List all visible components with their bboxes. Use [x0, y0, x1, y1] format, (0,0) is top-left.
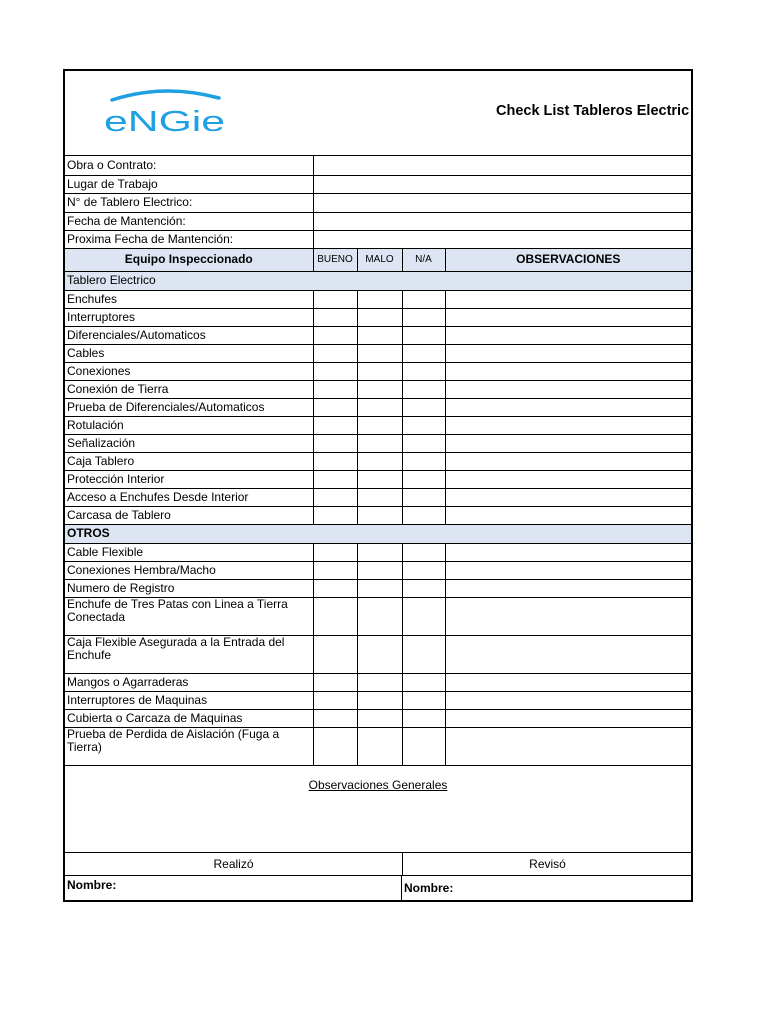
info-row: [65, 193, 691, 212]
checklist-item-row: [65, 727, 691, 765]
na-check-cell[interactable]: [402, 709, 445, 727]
observation-cell[interactable]: [445, 434, 691, 452]
bueno-check-cell[interactable]: [313, 434, 357, 452]
item-label: Señalización: [65, 434, 313, 452]
na-check-cell[interactable]: [402, 362, 445, 380]
na-check-cell[interactable]: [402, 326, 445, 344]
checklist-item-row: [65, 673, 691, 691]
na-check-cell[interactable]: [402, 635, 445, 673]
item-label: Conexiones Hembra/Macho: [65, 561, 313, 579]
bueno-check-cell[interactable]: [313, 452, 357, 470]
observation-cell[interactable]: [445, 344, 691, 362]
observation-cell[interactable]: [445, 380, 691, 398]
na-check-cell[interactable]: [402, 434, 445, 452]
na-check-cell[interactable]: [402, 470, 445, 488]
checklist-table: [65, 156, 691, 766]
checklist-item-row: [65, 434, 691, 452]
bueno-check-cell[interactable]: [313, 691, 357, 709]
section-title: Tablero Electrico: [65, 271, 691, 290]
info-row: [65, 212, 691, 230]
malo-check-cell[interactable]: [357, 398, 402, 416]
malo-check-cell[interactable]: [357, 344, 402, 362]
na-check-cell[interactable]: [402, 308, 445, 326]
section-header-row: [65, 524, 691, 543]
bueno-check-cell[interactable]: [313, 470, 357, 488]
checklist-item-row: [65, 635, 691, 673]
bueno-check-cell[interactable]: [313, 597, 357, 635]
info-value-field[interactable]: [313, 156, 691, 175]
document-title: Check List Tableros Electric: [496, 103, 690, 119]
svg-text:eNGie: eNGie: [104, 106, 225, 135]
checklist-item-row: [65, 506, 691, 524]
na-check-cell[interactable]: [402, 597, 445, 635]
na-check-cell[interactable]: [402, 488, 445, 506]
checklist-item-row: [65, 416, 691, 434]
bueno-check-cell[interactable]: [313, 727, 357, 765]
info-row: [65, 156, 691, 175]
checklist-item-row: [65, 326, 691, 344]
col-header-item: Equipo Inspeccionado: [65, 248, 313, 271]
malo-check-cell[interactable]: [357, 416, 402, 434]
na-check-cell[interactable]: [402, 579, 445, 597]
bueno-check-cell[interactable]: [313, 673, 357, 691]
info-value-field[interactable]: [313, 230, 691, 248]
observation-cell[interactable]: [445, 470, 691, 488]
na-check-cell[interactable]: [402, 290, 445, 308]
info-value-field[interactable]: [313, 175, 691, 193]
reviewed-by-label: Revisó: [529, 856, 566, 871]
na-check-cell[interactable]: [402, 506, 445, 524]
item-label: Enchufe de Tres Patas con Linea a Tierra Conectada: [65, 597, 313, 635]
col-header-malo: MALO: [357, 248, 402, 271]
checklist-item-row: [65, 488, 691, 506]
malo-check-cell[interactable]: [357, 434, 402, 452]
item-label: Cubierta o Carcaza de Maquinas: [65, 709, 313, 727]
item-label: Acceso a Enchufes Desde Interior: [65, 488, 313, 506]
na-check-cell[interactable]: [402, 727, 445, 765]
bueno-check-cell[interactable]: [313, 344, 357, 362]
observation-cell[interactable]: [445, 597, 691, 635]
na-check-cell[interactable]: [402, 691, 445, 709]
made-by-name-field[interactable]: Nombre:: [65, 876, 402, 900]
checklist-item-row: [65, 470, 691, 488]
na-check-cell[interactable]: [402, 673, 445, 691]
col-header-bueno: BUENO: [313, 248, 357, 271]
malo-check-cell[interactable]: [357, 597, 402, 635]
na-check-cell[interactable]: [402, 416, 445, 434]
observation-cell[interactable]: [445, 488, 691, 506]
col-header-observaciones: OBSERVACIONES: [445, 248, 691, 271]
na-check-cell[interactable]: [402, 561, 445, 579]
observation-cell[interactable]: [445, 673, 691, 691]
column-header-row: [65, 248, 691, 271]
signature-name-row: [65, 876, 691, 900]
info-label: Lugar de Trabajo: [65, 175, 313, 193]
malo-check-cell[interactable]: [357, 326, 402, 344]
malo-check-cell[interactable]: [357, 635, 402, 673]
malo-check-cell[interactable]: [357, 506, 402, 524]
made-by-label: Realizó: [65, 853, 403, 875]
bueno-check-cell[interactable]: [313, 362, 357, 380]
observation-cell[interactable]: [445, 691, 691, 709]
malo-check-cell[interactable]: [357, 488, 402, 506]
item-label: Numero de Registro: [65, 579, 313, 597]
observation-cell[interactable]: [445, 416, 691, 434]
item-label: Diferenciales/Automaticos: [65, 326, 313, 344]
observation-cell[interactable]: [445, 506, 691, 524]
info-label: Obra o Contrato:: [65, 156, 313, 175]
checklist-item-row: [65, 691, 691, 709]
checklist-item-row: [65, 597, 691, 635]
checklist-item-row: [65, 709, 691, 727]
item-label: Protección Interior: [65, 470, 313, 488]
bueno-check-cell[interactable]: [313, 290, 357, 308]
observation-cell[interactable]: [445, 727, 691, 765]
general-observations-label: Observaciones Generales: [308, 777, 448, 792]
checklist-item-row: [65, 579, 691, 597]
observation-cell[interactable]: [445, 362, 691, 380]
malo-check-cell[interactable]: [357, 691, 402, 709]
col-header-na: N/A: [402, 248, 445, 271]
malo-check-cell[interactable]: [357, 673, 402, 691]
bueno-check-cell[interactable]: [313, 579, 357, 597]
engie-logo: [102, 85, 227, 135]
observation-cell[interactable]: [445, 290, 691, 308]
info-label: Proxima Fecha de Mantención:: [65, 230, 313, 248]
info-row: [65, 230, 691, 248]
info-value-field[interactable]: [313, 193, 691, 212]
observation-cell[interactable]: [445, 452, 691, 470]
bueno-check-cell[interactable]: [313, 488, 357, 506]
observation-cell[interactable]: [445, 561, 691, 579]
item-label: Conexiones: [65, 362, 313, 380]
bueno-check-cell[interactable]: [313, 416, 357, 434]
bueno-check-cell[interactable]: [313, 543, 357, 561]
bueno-check-cell[interactable]: [313, 635, 357, 673]
item-label: Interruptores de Maquinas: [65, 691, 313, 709]
malo-check-cell[interactable]: [357, 380, 402, 398]
malo-check-cell[interactable]: [357, 543, 402, 561]
item-label: Cables: [65, 344, 313, 362]
item-label: Prueba de Diferenciales/Automaticos: [65, 398, 313, 416]
item-label: Prueba de Perdida de Aislación (Fuga a Tierra): [65, 727, 313, 765]
item-label: Mangos o Agarraderas: [65, 673, 313, 691]
document-header: [65, 71, 691, 156]
malo-check-cell[interactable]: [357, 561, 402, 579]
na-check-cell[interactable]: [402, 344, 445, 362]
item-label: Caja Flexible Asegurada a la Entrada del Enchufe: [65, 635, 313, 673]
observation-cell[interactable]: [445, 543, 691, 561]
checklist-item-row: [65, 543, 691, 561]
checklist-item-row: [65, 452, 691, 470]
malo-check-cell[interactable]: [357, 452, 402, 470]
bueno-check-cell[interactable]: [313, 506, 357, 524]
item-label: Enchufes: [65, 290, 313, 308]
reviewed-by-name-field[interactable]: Nombre:: [404, 880, 454, 895]
malo-check-cell[interactable]: [357, 709, 402, 727]
item-label: Interruptores: [65, 308, 313, 326]
observation-cell[interactable]: [445, 326, 691, 344]
observation-cell[interactable]: [445, 579, 691, 597]
checklist-item-row: [65, 561, 691, 579]
observation-cell[interactable]: [445, 635, 691, 673]
info-row: [65, 175, 691, 193]
info-value-field[interactable]: [313, 212, 691, 230]
checklist-item-row: [65, 344, 691, 362]
item-label: Cable Flexible: [65, 543, 313, 561]
bueno-check-cell[interactable]: [313, 398, 357, 416]
observation-cell[interactable]: [445, 308, 691, 326]
bueno-check-cell[interactable]: [313, 380, 357, 398]
item-label: Rotulación: [65, 416, 313, 434]
observation-cell[interactable]: [445, 398, 691, 416]
observation-cell[interactable]: [445, 709, 691, 727]
bueno-check-cell[interactable]: [313, 326, 357, 344]
checklist-item-row: [65, 290, 691, 308]
na-check-cell[interactable]: [402, 380, 445, 398]
checklist-item-row: [65, 362, 691, 380]
item-label: Caja Tablero: [65, 452, 313, 470]
na-check-cell[interactable]: [402, 398, 445, 416]
malo-check-cell[interactable]: [357, 470, 402, 488]
bueno-check-cell[interactable]: [313, 709, 357, 727]
malo-check-cell[interactable]: [357, 290, 402, 308]
bueno-check-cell[interactable]: [313, 308, 357, 326]
general-observations-area[interactable]: [65, 766, 691, 853]
malo-check-cell[interactable]: [357, 362, 402, 380]
checklist-item-row: [65, 398, 691, 416]
malo-check-cell[interactable]: [357, 727, 402, 765]
signature-header-row: [65, 853, 691, 876]
section-header-row: [65, 271, 691, 290]
item-label: Carcasa de Tablero: [65, 506, 313, 524]
malo-check-cell[interactable]: [357, 579, 402, 597]
info-label: Fecha de Mantención:: [65, 212, 313, 230]
info-label: N° de Tablero Electrico:: [65, 193, 313, 212]
na-check-cell[interactable]: [402, 452, 445, 470]
na-check-cell[interactable]: [402, 543, 445, 561]
checklist-sheet: [63, 69, 693, 902]
malo-check-cell[interactable]: [357, 308, 402, 326]
bueno-check-cell[interactable]: [313, 561, 357, 579]
checklist-item-row: [65, 380, 691, 398]
checklist-item-row: [65, 308, 691, 326]
item-label: Conexión de Tierra: [65, 380, 313, 398]
section-title: OTROS: [65, 524, 691, 543]
